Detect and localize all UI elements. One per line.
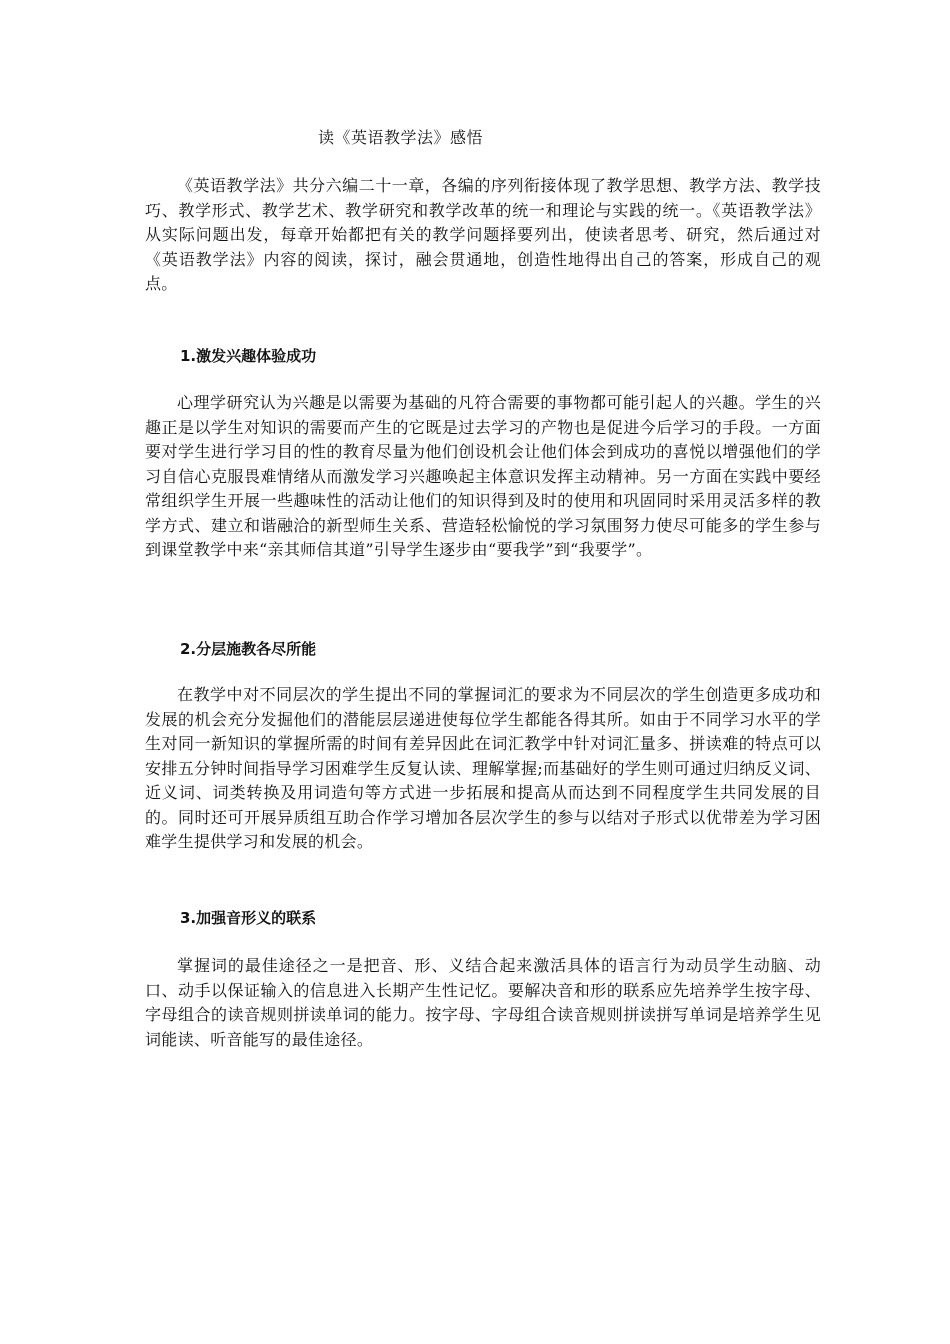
section-paragraph-3: 掌握词的最佳途径之一是把音、形、义结合起来激活具体的语言行为动员学生动脑、动口、动手以保证输入的信息进入长期产生性记忆。要解决音和形的联系应先培养学生按字母、字母组合的读音规则拼读单词的能力。按字母、字母组合读音规则拼读拼写单词是培养学生见词能读、听音能写的最佳途径。 — [145, 956, 821, 1049]
section-paragraph-1: 心理学研究认为兴趣是以需要为基础的凡符合需要的事物都可能引起人的兴趣。学生的兴趣正是以学生对知识的需要而产生的它既是过去学习的产物也是促进今后学习的手段。一方面要对学生进行学习目的性的教育尽量为他们创设机会让他们体会到成功的喜悦以增强他们的学习自信心克服畏难情绪从而激发学习兴趣唤起主体意识发挥主动精神。另一方面在实践中要经常组织学生开展一些趣味性的活动让他们的知识得到及时的使用和巩固同时采用灵活多样的教学方式、建立和谐融洽的新型师生关系、营造轻松愉悦的学习氛围努力使尽可能多的学生参与到课堂教学中来“亲其师信其道”引导学生逐步由“要我学”到“我要学”。 — [145, 393, 821, 559]
section-heading-3: 3.加强音形义的联系 — [180, 909, 317, 927]
section-paragraph-2: 在教学中对不同层次的学生提出不同的掌握词汇的要求为不同层次的学生创造更多成功和发展的机会充分发掘他们的潜能层层递进使每位学生都能各得其所。如由于不同学习水平的学生对同一新知识的掌握所需的时间有差异因此在词汇教学中针对词汇量多、拼读难的特点可以安排五分钟时间指导学习困难学生反复认读、理解掌握;而基础好的学生则可通过归纳反义词、近义词、词类转换及用词造句等方式进一步拓展和提高从而达到不同程度学生共同发展的目的。同时还可开展异质组互助合作学习增加各层次学生的参与以结对子形式以优带差为学习困难学生提供学习和发展的机会。 — [145, 685, 821, 851]
section-heading-1: 1.激发兴趣体验成功 — [180, 347, 317, 365]
document-title: 读《英语教学法》感悟 — [318, 128, 484, 147]
intro-paragraph: 《英语教学法》共分六编二十一章，各编的序列衔接体现了教学思想、教学方法、教学技巧、教学形式、教学艺术、教学研究和教学改革的统一和理论与实践的统一。《英语教学法》从实际问题出发，每章开始都把有关的教学问题择要列出，使读者思考、研究，然后通过对《英语教学法》内容的阅读，探讨，融会贯通地，创造性地得出自己的答案，形成自己的观点。 — [145, 176, 821, 293]
section-heading-2: 2.分层施教各尽所能 — [180, 640, 317, 658]
